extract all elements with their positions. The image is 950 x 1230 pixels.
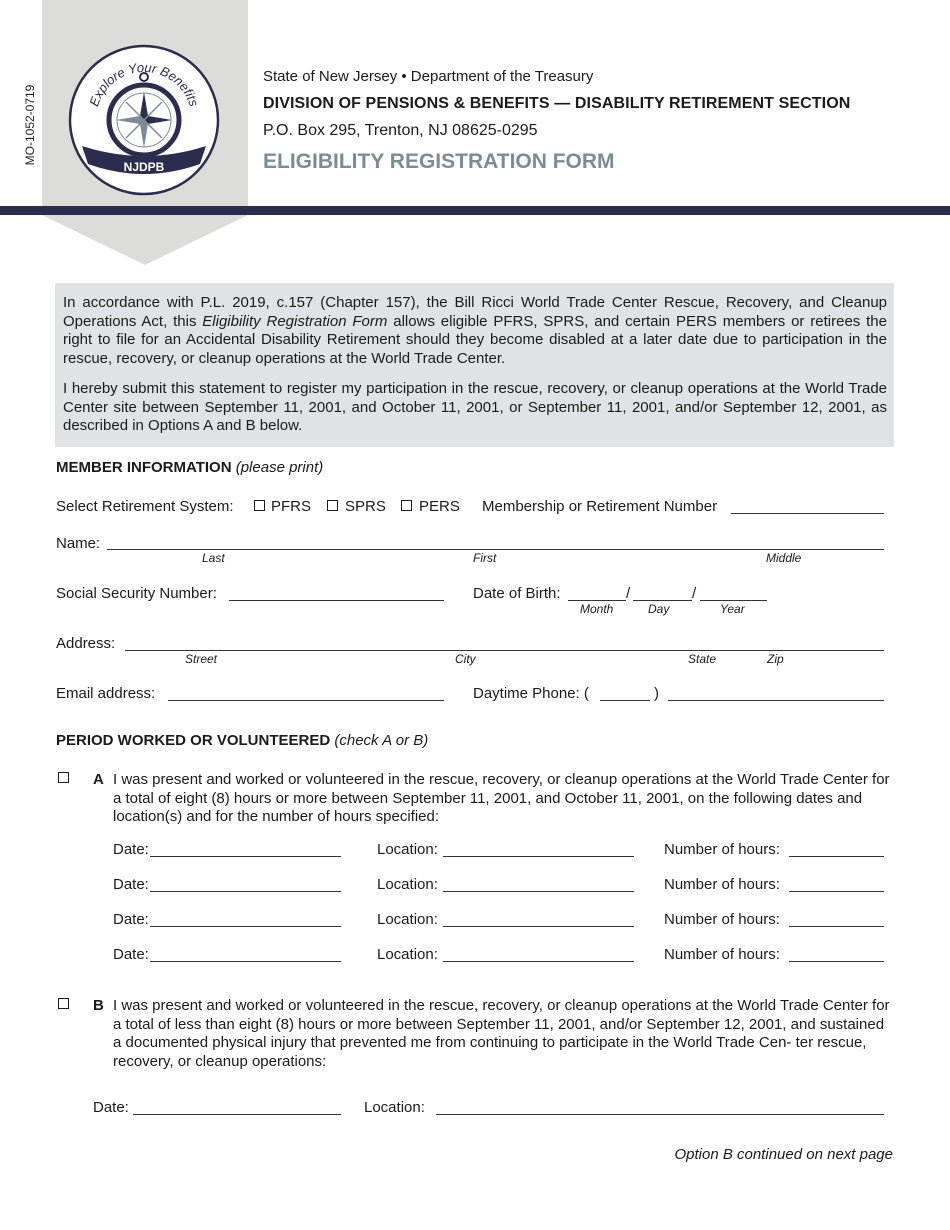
address-caption-street: Street [185,652,218,666]
dob-month-field[interactable] [568,600,626,601]
phone-area-code-field[interactable] [600,700,650,701]
intro-paragraph-2: I hereby submit this statement to register my participation in the rescue, recovery, or cleanup operations at the World Trade Center site between September 11, 2001, and October 11, 2001, or September 11, 2001, and/or September 12, 2001, as described in Options A and B below. [63,380,887,434]
ssn-field[interactable] [229,600,444,601]
option-a-location-field[interactable] [443,926,634,927]
option-b-text: I was present and worked or volunteered in the rescue, recovery, or cleanup operations at the World Trade Center for a total of less than eight (8) hours or more between September 11, 2001, and/or September 12, 2001, and sustained a documented physical injury that prevented me from continuing to participate in the World Trade Cen- ter rescue, recovery, or cleanup operations: [113,997,890,1070]
name-caption-first: First [473,551,497,565]
option-b-letter: B [93,997,104,1014]
email-field[interactable] [168,700,444,701]
option-a-text: I was present and worked or volunteered in the rescue, recovery, or cleanup operations at the World Trade Center for a total of eight (8) hours or more between September 11, 2001, and October 11, 2001, on the following dates and location(s) and for the number of hours specified: [113,771,890,825]
option-a-location-field[interactable] [443,856,634,857]
email-label: Email address: [56,685,156,702]
option-a-hours-field[interactable] [789,856,884,857]
option-a-date-field[interactable] [150,926,341,927]
pfrs-label: PFRS [271,498,312,515]
form-title: ELIGIBILITY REGISTRATION FORM [263,150,615,173]
header-division: DIVISION OF PENSIONS & BENEFITS — DISABILITY RETIREMENT SECTION [263,95,851,112]
option-a-hours-field[interactable] [789,961,884,962]
pers-label: PERS [419,498,460,515]
phone-paren-close: ) [654,685,659,702]
header-bar [0,206,950,215]
option-a-location-label: Location: [377,946,438,963]
option-b-location-label: Location: [364,1099,425,1116]
option-a-hours-field[interactable] [789,891,884,892]
dob-label: Date of Birth: [473,585,561,602]
member-info-heading: MEMBER INFORMATION (please print) [56,459,324,476]
membership-number-field[interactable] [731,513,884,514]
address-label: Address: [56,635,116,652]
njdpb-logo [68,44,220,196]
address-caption-state: State [688,652,717,666]
option-a-date-label: Date: [113,911,149,928]
option-a-date-label: Date: [113,876,149,893]
period-heading: PERIOD WORKED OR VOLUNTEERED (check A or B) [56,732,429,749]
dob-caption-year: Year [720,602,745,616]
phone-label: Daytime Phone: ( [473,685,589,702]
option-b-checkbox[interactable] [58,998,69,1009]
option-a-letter: A [93,771,104,788]
form-code: MO-1052-0719 [23,84,37,166]
svg-text:NJDPB: NJDPB [123,160,165,174]
option-b-date-label: Date: [93,1099,129,1116]
dob-year-field[interactable] [700,600,767,601]
ssn-label: Social Security Number: [56,585,217,602]
name-caption-middle: Middle [766,551,802,565]
retirement-system-label: Select Retirement System: [56,498,234,515]
option-a-checkbox[interactable] [58,772,69,783]
continued-note: Option B continued on next page [674,1146,893,1163]
pers-checkbox[interactable] [401,500,412,511]
dob-caption-day: Day [648,602,670,616]
option-a-date-field[interactable] [150,856,341,857]
option-a-hours-label: Number of hours: [664,841,780,858]
membership-number-label: Membership or Retirement Number [482,498,718,515]
intro-paragraph-1: In accordance with P.L. 2019, c.157 (Chapter 157), the Bill Ricci World Trade Center Rescue, Recovery, and Cleanup Operations Act, this Eligibility Registration Form allows eligible PFRS, SPRS, and certain PERS members or retirees the right to file for an Accidental Disability Retirement should they become disabled at a later date due to participation in the rescue, recovery, or cleanup operations at the World Trade Center. [63,294,887,367]
name-label: Name: [56,535,101,552]
name-field[interactable] [107,549,884,550]
option-a-date-label: Date: [113,841,149,858]
dob-caption-month: Month [580,602,614,616]
option-a-hours-label: Number of hours: [664,876,780,893]
sprs-label: SPRS [345,498,386,515]
header-address: P.O. Box 295, Trenton, NJ 08625-0295 [263,122,538,139]
address-caption-city: City [455,652,476,666]
phone-number-field[interactable] [668,700,884,701]
option-a-location-field[interactable] [443,891,634,892]
address-field[interactable] [125,650,884,651]
option-b-location-field[interactable] [436,1114,884,1115]
sprs-checkbox[interactable] [327,500,338,511]
option-b-date-field[interactable] [133,1114,341,1115]
pfrs-checkbox[interactable] [254,500,265,511]
address-caption-zip: Zip [767,652,784,666]
svg-text:Explore Your Benefits: Explore Your Benefits [86,59,202,109]
option-a-hours-field[interactable] [789,926,884,927]
header-state-dept: State of New Jersey • Department of the Treasury [263,68,594,85]
option-a-location-label: Location: [377,841,438,858]
name-caption-last: Last [202,551,225,565]
option-a-hours-label: Number of hours: [664,946,780,963]
option-a-date-field[interactable] [150,891,341,892]
dob-day-field[interactable] [633,600,692,601]
option-a-date-field[interactable] [150,961,341,962]
option-a-hours-label: Number of hours: [664,911,780,928]
option-a-date-label: Date: [113,946,149,963]
option-a-location-field[interactable] [443,961,634,962]
option-a-location-label: Location: [377,911,438,928]
intro-panel [55,283,894,447]
option-a-location-label: Location: [377,876,438,893]
